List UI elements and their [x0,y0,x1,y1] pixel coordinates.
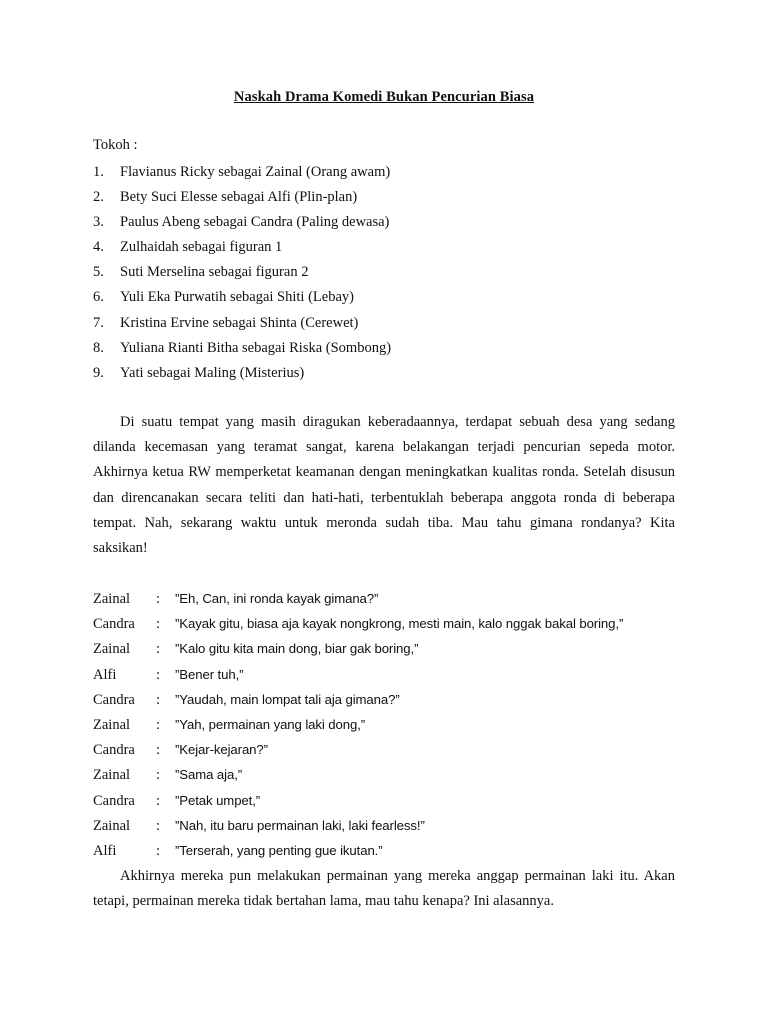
dialog-text: ”Eh, Can, ini ronda kayak gimana?” [175,591,379,606]
speaker-name: Alfi [93,842,117,859]
dialog-text: ”Yah, permainan yang laki dong,” [175,716,366,732]
dialog-line [93,841,623,866]
narration-paragraph [93,410,675,561]
speaker-colon: : [156,641,161,658]
cast-text: Zulhaidah sebagai figuran 1 [120,239,283,256]
dialog-list [93,589,623,866]
dialog-line [93,690,623,715]
dialog-text: ”Petak umpet,” [175,792,261,808]
speaker-colon: : [156,591,161,607]
dialog-text: ”Bener tuh,” [175,666,244,682]
speaker-name: Candra [93,616,135,633]
cast-item [93,212,391,237]
speaker-name: Candra [93,742,135,759]
dialog-line [93,816,623,841]
cast-text: Yuliana Rianti Bitha sebagai Riska (Sombong) [120,339,392,356]
speaker-name: Zainal [93,641,131,658]
dialog-text: ”Yaudah, main lompat tali aja gimana?” [175,691,400,707]
cast-text: Bety Suci Elesse sebagai Alfi (Plin-plan) [120,189,358,206]
cast-item [93,313,391,338]
cast-number: 9. [93,364,104,381]
dialog-text: ”Kejar-kejaran?” [175,742,268,758]
dialog-text: ”Kalo gitu kita main dong, biar gak boring,” [175,641,419,657]
speaker-name: Candra [93,691,135,708]
dialog-line [93,715,623,740]
cast-text: Yati sebagai Maling (Misterius) [120,364,305,381]
dialog-line [93,589,623,614]
cast-item [93,262,391,287]
cast-number: 3. [93,214,104,231]
cast-item [93,162,391,187]
speaker-name: Zainal [93,591,131,607]
narration-text: Akhirnya mereka pun melakukan permainan yang mereka anggap permainan laki itu. Akan tetapi, permainan mereka tidak bertahan lama, mau tahu kenapa? Ini alasannya. [93,868,675,910]
speaker-name: Zainal [93,767,131,784]
dialog-line [93,740,623,765]
cast-item [93,237,391,262]
narration-paragraph [93,864,675,914]
dialog-text: ”Sama aja,” [175,767,243,783]
cast-list [93,162,391,388]
speaker-colon: : [156,792,161,809]
cast-heading: Tokoh : [93,137,138,153]
cast-number: 2. [93,189,104,206]
speaker-name: Zainal [93,716,131,733]
cast-item [93,363,391,388]
speaker-colon: : [156,817,161,834]
dialog-text: ”Terserah, yang penting gue ikutan.” [175,842,383,858]
cast-number: 1. [93,164,104,180]
document-title: Naskah Drama Komedi Bukan Pencurian Biasa [233,89,535,105]
speaker-colon: : [156,616,161,633]
cast-text: Yuli Eka Purwatih sebagai Shiti (Lebay) [120,289,354,306]
narration-text: Di suatu tempat yang masih diragukan keberadaannya, terdapat sebuah desa yang sedang dilanda kecemasan yang teramat sangat, karena belakangan terjadi pencurian sepeda motor. Akhirnya ketua RW memperketat keamanan dengan meningkatkan kualitas ronda. Setelah disusun dan direncanakan secara teliti dan hati-hati, terbentuklah beberapa anggota ronda di beberapa tempat. Nah, sekarang waktu untuk meronda sudah tiba. Mau tahu gimana rondanya? Kita saksikan! [93,414,675,557]
dialog-line [93,791,623,816]
dialog-text: ”Kayak gitu, biasa aja kayak nongkrong, mesti main, kalo nggak bakal boring,” [175,616,624,632]
dialog-line [93,639,623,664]
speaker-colon: : [156,767,161,784]
dialog-line [93,765,623,790]
cast-number: 6. [93,289,104,306]
cast-text: Suti Merselina sebagai figuran 2 [120,264,309,281]
dialog-text: ”Nah, itu baru permainan laki, laki fearless!” [175,817,425,833]
speaker-name: Zainal [93,817,131,834]
cast-number: 4. [93,239,104,256]
cast-text: Flavianus Ricky sebagai Zainal (Orang awam) [120,164,391,180]
cast-text: Paulus Abeng sebagai Candra (Paling dewasa) [120,214,390,231]
cast-number: 8. [93,339,104,356]
dialog-line [93,665,623,690]
speaker-colon: : [156,716,161,733]
cast-number: 7. [93,314,104,331]
speaker-name: Candra [93,792,135,809]
cast-item [93,287,391,312]
cast-text: Kristina Ervine sebagai Shinta (Cerewet) [120,314,359,331]
speaker-colon: : [156,742,161,759]
speaker-name: Alfi [93,666,117,683]
dialog-line [93,614,623,639]
cast-item [93,187,391,212]
cast-number: 5. [93,264,104,281]
speaker-colon: : [156,691,161,708]
cast-item [93,338,391,363]
speaker-colon: : [156,666,161,683]
speaker-colon: : [156,842,161,859]
